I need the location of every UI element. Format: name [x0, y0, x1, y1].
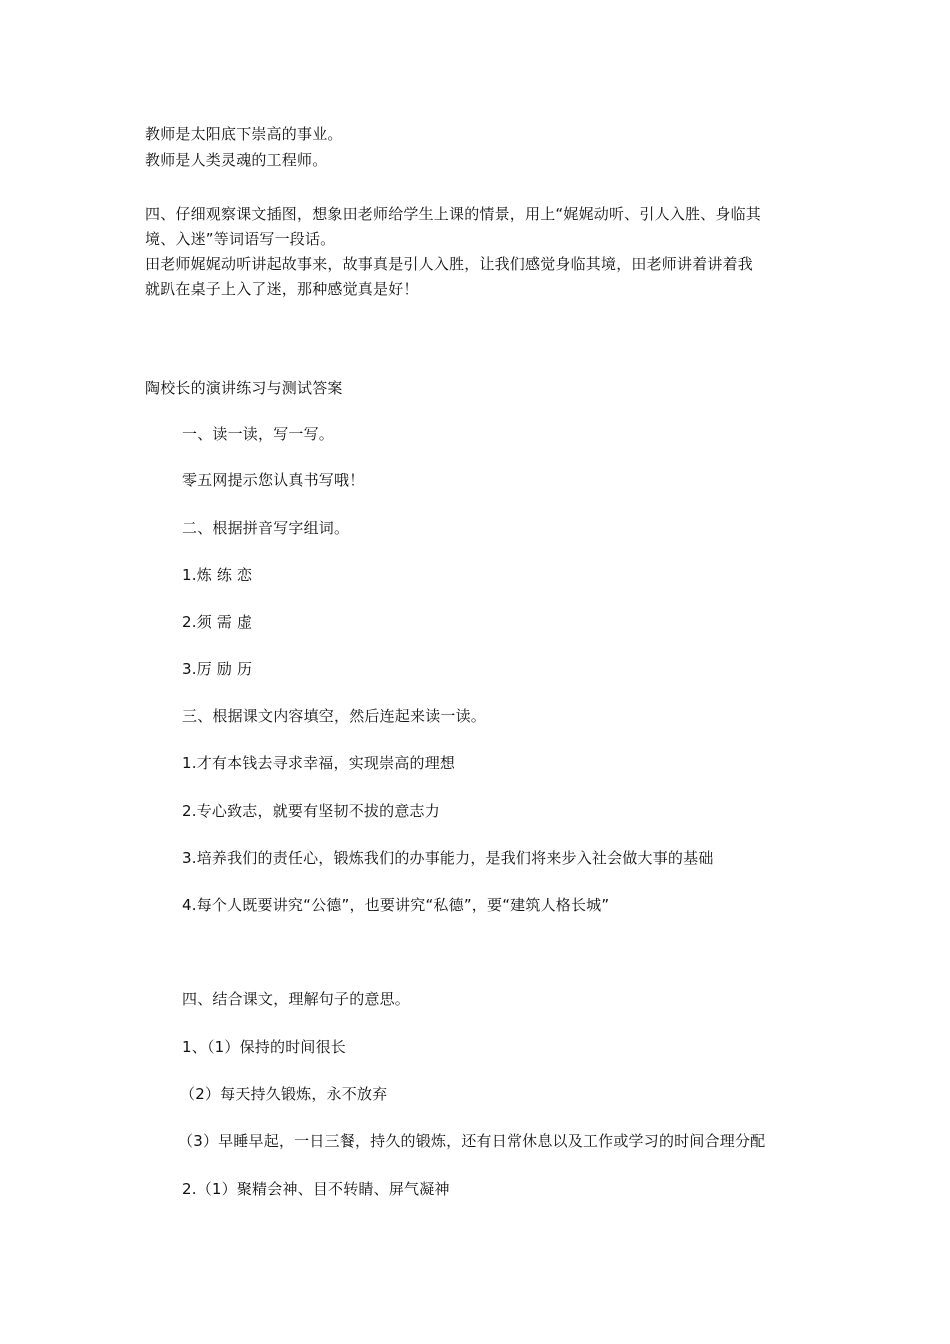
answer-line: 1、（1）保持的时间很长 [182, 1038, 346, 1056]
question-heading: 三、根据课文内容填空，然后连起来读一读。 [182, 707, 487, 725]
answer-line: 田老师娓娓动听讲起故事来，故事真是引人入胜，让我们感觉身临其境，田老师讲着讲着我 [145, 255, 754, 273]
answer-line: 3.培养我们的责任心，锻炼我们的办事能力，是我们将来步入社会做大事的基础 [182, 849, 714, 867]
question-heading: 一、读一读，写一写。 [182, 425, 335, 443]
paragraph-line: 教师是太阳底下崇高的事业。 [145, 125, 343, 143]
question-heading: 四、仔细观察课文插图，想象田老师给学生上课的情景，用上“娓娓动听、引人入胜、身临其 [145, 205, 761, 223]
question-heading-cont: 境、入迷”等词语写一段话。 [145, 230, 336, 248]
answer-line: 2.专心致志，就要有坚韧不拔的意志力 [182, 802, 440, 820]
answer-line: 3.厉 励 历 [182, 660, 253, 678]
paragraph-line: 教师是人类灵魂的工程师。 [145, 151, 328, 169]
question-heading: 二、根据拼音写字组词。 [182, 519, 350, 537]
answer-line: 就趴在桌子上入了迷，那种感觉真是好！ [145, 280, 419, 298]
answer-line: 1.炼 练 恋 [182, 566, 253, 584]
answer-line: 2.须 需 虚 [182, 613, 253, 631]
section-title: 陶校长的演讲练习与测试答案 [145, 379, 343, 397]
answer-line: 零五网提示您认真书写哦！ [182, 471, 365, 489]
answer-line: （2）每天持久锻炼，永不放弃 [180, 1085, 388, 1103]
answer-line: 1.才有本钱去寻求幸福，实现崇高的理想 [182, 754, 456, 772]
question-heading: 四、结合课文，理解句子的意思。 [182, 990, 411, 1008]
answer-line: （3）早睡早起，一日三餐，持久的锻炼，还有日常休息以及工作或学习的时间合理分配 [178, 1132, 766, 1150]
answer-line: 4.每个人既要讲究“公德”，也要讲究“私德”，要“建筑人格长城” [182, 896, 610, 914]
answer-line: 2.（1）聚精会神、目不转睛、屏气凝神 [182, 1180, 450, 1198]
